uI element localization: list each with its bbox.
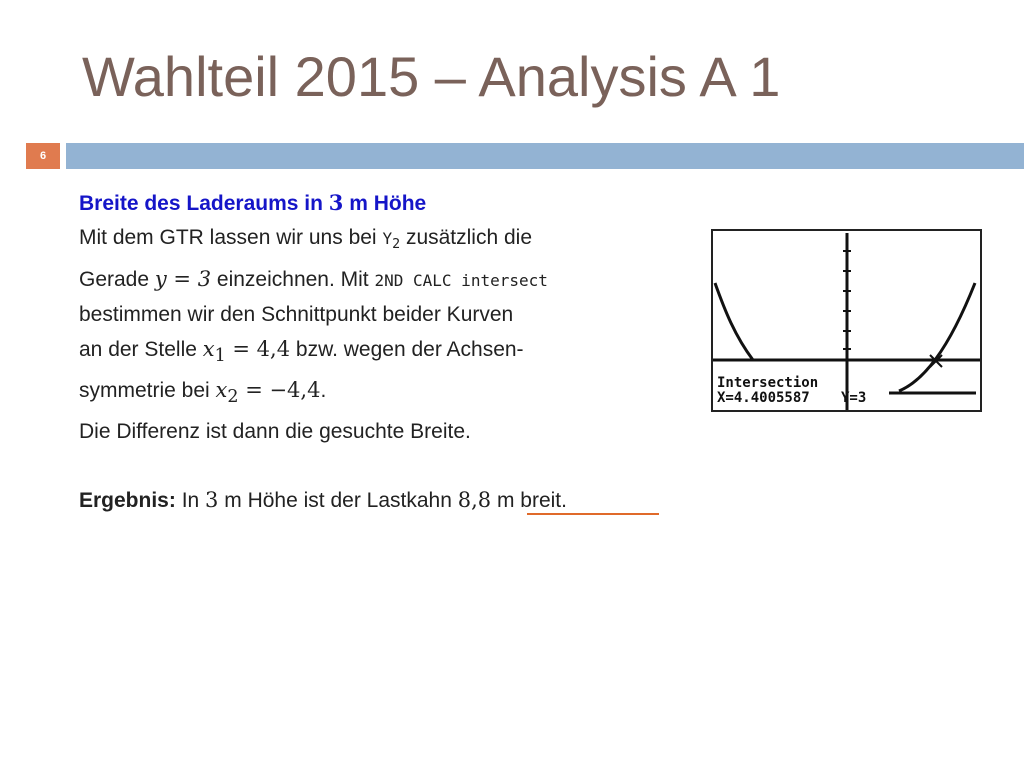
line1-pre: Mit dem GTR lassen wir uns bei (79, 226, 383, 249)
line5-math: = −4,4 (238, 378, 321, 403)
heading-text-post: m Höhe (343, 192, 427, 215)
result-mid: m Höhe ist der Lastkahn (218, 488, 458, 512)
line1-post: zusätzlich die (400, 226, 533, 249)
y2-label (382, 229, 401, 253)
line2-math: y = 3 (154, 267, 212, 292)
line2-mid: einzeichnen. Mit (211, 268, 375, 292)
line4-post: bzw. wegen der Achsen- (290, 338, 524, 362)
line5-pre: symmetrie bei (79, 379, 216, 403)
slide-content (79, 186, 669, 518)
result-value-height: 3 (205, 487, 219, 512)
line4-math: = 4,4 (225, 337, 291, 362)
x2-letter: x (215, 378, 228, 403)
result-label: Ergebnis: (79, 488, 176, 512)
parabola-left (715, 283, 753, 360)
calc-intersection-label: Intersection (717, 375, 819, 391)
page-number: 6 (26, 143, 60, 169)
result-underline (527, 513, 659, 515)
header-bar (66, 143, 1024, 169)
result-value-width: 8,8 (457, 487, 492, 512)
slide-title: Wahlteil 2015 – Analysis A 1 (82, 45, 781, 108)
line2-pre: Gerade (79, 268, 155, 292)
result-line (79, 483, 669, 518)
line4-pre: an der Stelle (79, 338, 203, 362)
heading-value: 3 (328, 190, 344, 215)
text-line-6: Die Differenz ist dann die gesuchte Breite. (79, 419, 471, 443)
heading-text-pre: Breite des Laderaums in (79, 192, 329, 215)
result-post: m breit. (491, 488, 567, 512)
text-line-1 (79, 221, 669, 262)
text-line-4 (79, 332, 669, 373)
calc-y-readout: Y=3 (841, 390, 867, 406)
line5-post: . (320, 379, 327, 403)
text-line-2 (79, 262, 669, 298)
result-pre: In (175, 488, 206, 512)
x1-letter: x (202, 337, 215, 362)
parabola-right (899, 283, 975, 391)
calc-command: 2ND CALC intersect (374, 271, 548, 291)
y2-letter: Y (382, 229, 393, 248)
calculator-screen (711, 229, 982, 412)
x2-subscript: 2 (227, 387, 239, 408)
section-heading (79, 186, 669, 221)
text-line-3: bestimmen wir den Schnittpunkt beider Kurven (79, 303, 514, 327)
x1-subscript: 1 (214, 346, 226, 367)
y2-subscript: 2 (392, 237, 401, 253)
calc-x-readout: X=4.4005587 (717, 390, 810, 406)
text-line-5 (79, 373, 669, 414)
